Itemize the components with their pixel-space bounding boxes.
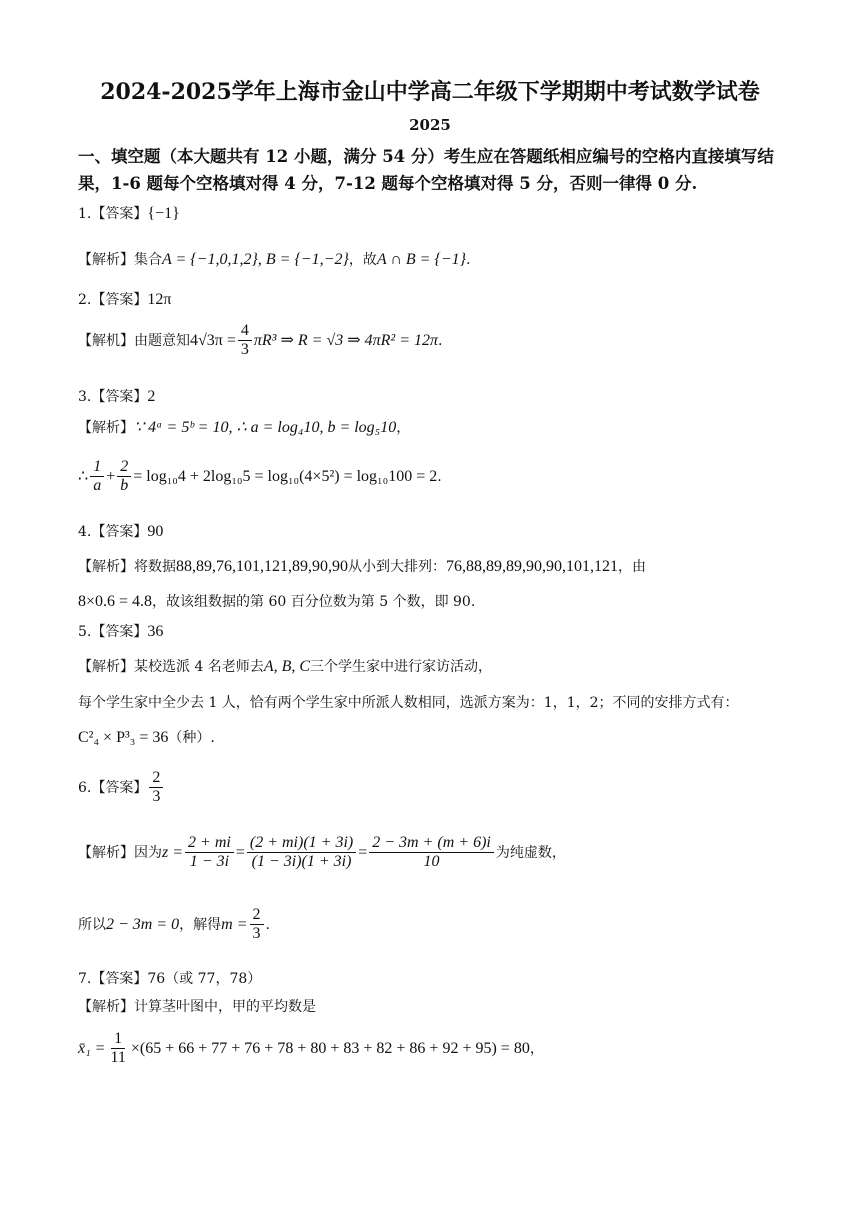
- q1-end: .: [466, 252, 471, 268]
- q4-number: 4.: [78, 524, 92, 540]
- q2-answer: 12π: [147, 291, 172, 308]
- analysis-label: 【解析】: [78, 252, 134, 268]
- answer-label: 【答案】: [91, 779, 148, 796]
- q3-f2-den: b: [120, 477, 129, 495]
- q1-number: 1.: [78, 206, 92, 222]
- q7-xbar: x̄₁ =: [78, 1039, 106, 1057]
- q6-fraction-3: [369, 834, 494, 872]
- q7-answer: 76（或 77，78）: [147, 971, 262, 987]
- q3-end: .: [437, 468, 442, 485]
- plus-sign: +: [106, 467, 116, 485]
- q5-vars: A, B, C: [263, 658, 311, 675]
- q5-line1-pre: 某校选派 4 名老师去: [134, 659, 264, 675]
- q6-line2-mid: ，解得: [179, 916, 222, 933]
- q6-m-fraction: [250, 906, 264, 944]
- q2-answer-line: [78, 289, 171, 309]
- q3-fraction-1: [90, 458, 104, 496]
- q2-frac-num: 4: [238, 322, 252, 341]
- q5-answer-line: [78, 621, 163, 641]
- q4-answer-line: [78, 521, 163, 541]
- q7-f-num: 1: [111, 1030, 125, 1049]
- q3-fraction-2: [117, 458, 131, 496]
- q4-conclusion: ，故该组数据的第 60 百分位数为第 5 个数，即 90.: [152, 594, 476, 610]
- q6-f3-den: 10: [423, 853, 440, 871]
- q6-f3-num: 2 − 3m + (m + 6)i: [369, 834, 494, 853]
- answer-label: 【答案】: [91, 389, 148, 405]
- q1-analysis-mid: ，故: [348, 252, 377, 268]
- q6-f1-num: 2 + mi: [185, 834, 234, 853]
- section-instructions-line1: 一、填空题（本大题共有 12 小题，满分 54 分）考生应在答题纸相应编号的空格内直接填写结: [78, 147, 774, 166]
- q6-m-den: 3: [252, 925, 261, 943]
- q7-end: ，: [529, 1040, 544, 1057]
- q3-analysis-line1: [78, 417, 410, 437]
- q1-set-expression: A = {−1,0,1,2}, B = {−1,−2}: [162, 251, 349, 268]
- q3-f2-num: 2: [117, 458, 131, 477]
- q5-answer: 36: [147, 623, 164, 640]
- q7-f-den: 11: [110, 1049, 126, 1067]
- q6-post: 为纯虚数，: [495, 844, 566, 861]
- q6-analysis-line2: [78, 906, 270, 944]
- q7-analysis-line1: [78, 996, 316, 1016]
- q2-fraction: [238, 322, 252, 360]
- section-instructions-line2: 果，1-6 题每个空格填对得 4 分，7-12 题每个空格填对得 5 分，否则一律得 0 分.: [78, 174, 698, 193]
- q4-pre: 将数据: [134, 559, 176, 575]
- q2-analysis-pre: 由题意知: [134, 332, 190, 349]
- q3-line1-end: ，: [396, 420, 411, 436]
- q7-analysis-line2: [78, 1030, 544, 1068]
- q5-analysis-line2: 每个学生家中全少去 1 人，恰有两个学生家中所派人数相同，选派方案为：1，1，2；不同的安排方式有：: [78, 695, 739, 711]
- q6-m: m =: [221, 915, 248, 933]
- q7-expr: ×(65 + 66 + 77 + 76 + 78 + 80 + 83 + 82 + 86 + 92 + 95) = 80: [130, 1039, 530, 1057]
- analysis-label: 【解析】: [78, 420, 134, 436]
- q7-fraction: [107, 1030, 128, 1068]
- answer-label: 【答案】: [91, 624, 148, 640]
- q4-data: 88,89,76,101,121,89,90,90: [176, 558, 348, 575]
- q6-ans-num: 2: [149, 769, 163, 788]
- q2-end: .: [438, 332, 443, 349]
- q2-frac-den: 3: [240, 341, 249, 359]
- q3-line1-expr: ∵ 4ᵃ = 5ᵇ = 10, ∴ a = log₄10, b = log₅10: [134, 419, 397, 436]
- answer-label: 【答案】: [91, 524, 148, 540]
- equals-sign: =: [235, 843, 245, 861]
- q6-fraction-2: [247, 834, 356, 872]
- q2-number: 2.: [78, 292, 92, 308]
- q6-z: z =: [162, 843, 184, 861]
- page-year: 2025: [409, 116, 451, 134]
- q6-fraction-1: [185, 834, 234, 872]
- q4-calc: 8×0.6 = 4.8: [78, 593, 153, 610]
- therefore-symbol: ∴: [78, 467, 89, 485]
- answer-label: 【答案】: [91, 971, 148, 987]
- answer-label: 【答案】: [91, 292, 148, 308]
- q5-line1-post: 三个学生家中进行家访活动，: [310, 659, 493, 675]
- q5-analysis-line1: [78, 656, 492, 676]
- analysis-label: 【解析】: [78, 844, 134, 861]
- q7-answer-line: [78, 968, 261, 988]
- q4-mid: 从小到大排列：: [348, 559, 446, 575]
- q4-analysis-line2: [78, 591, 475, 611]
- q5-number: 5.: [78, 624, 92, 640]
- q6-line2-expr: 2 − 3m = 0: [106, 915, 180, 933]
- q6-f2-den: (1 − 3i)(1 + 3i): [251, 853, 352, 871]
- answer-label: 【答案】: [91, 206, 148, 222]
- analysis-label: 【解析】: [78, 559, 134, 575]
- q6-f2-num: (2 + mi)(1 + 3i): [247, 834, 356, 853]
- analysis-label: 【解析】: [78, 659, 134, 675]
- q6-pre: 因为: [134, 844, 162, 861]
- q4-analysis-line1: [78, 556, 646, 576]
- analysis-label: 【解机】: [78, 332, 134, 349]
- q6-end: .: [265, 916, 270, 933]
- page-title: 2024-2025学年上海市金山中学高二年级下学期期中考试数学试卷: [100, 79, 760, 105]
- analysis-label: 【解析】: [78, 999, 134, 1015]
- q6-answer-line: [78, 769, 165, 807]
- q3-f1-num: 1: [90, 458, 104, 477]
- q6-ans-den: 3: [152, 788, 161, 806]
- q6-number: 6.: [78, 779, 92, 796]
- q4-sorted: 76,88,89,89,90,90,101,121: [446, 558, 618, 575]
- q6-f1-den: 1 − 3i: [189, 853, 230, 871]
- q1-analysis-pre: 集合: [134, 252, 162, 268]
- q3-line2-expr: = log₁₀4 + 2log₁₀5 = log₁₀(4×5²) = log₁₀100 = 2: [133, 467, 438, 485]
- q7-analysis: 计算茎叶图中，甲的平均数是: [134, 999, 316, 1015]
- q1-answer: {−1}: [147, 205, 180, 222]
- q2-expr-a: 4√3π =: [190, 331, 236, 349]
- q1-answer-line: [78, 203, 180, 223]
- q4-after: ，由: [618, 559, 646, 575]
- q3-f1-den: a: [93, 477, 102, 495]
- q5-analysis-line3: [78, 727, 215, 747]
- q6-m-num: 2: [250, 906, 264, 925]
- q3-analysis-line2: [78, 458, 442, 496]
- q1-analysis-line: [78, 249, 471, 269]
- q6-line2-pre: 所以: [78, 916, 106, 933]
- q3-answer: 2: [147, 388, 156, 405]
- q2-analysis-line: [78, 322, 443, 360]
- q4-answer: 90: [147, 523, 164, 540]
- q5-combination-expr: C²₄ × P³₃ = 36: [78, 729, 169, 746]
- q1-result: A ∩ B = {−1}: [376, 251, 467, 268]
- q2-expr-b: πR³ ⇒ R = √3 ⇒ 4πR² = 12π: [253, 331, 439, 349]
- q6-answer-fraction: [149, 769, 163, 807]
- equals-sign: =: [358, 843, 368, 861]
- q5-line3-post: （种）.: [168, 730, 215, 746]
- q3-number: 3.: [78, 389, 92, 405]
- q7-number: 7.: [78, 971, 92, 987]
- q3-answer-line: [78, 386, 155, 406]
- q6-analysis-line1: [78, 834, 566, 872]
